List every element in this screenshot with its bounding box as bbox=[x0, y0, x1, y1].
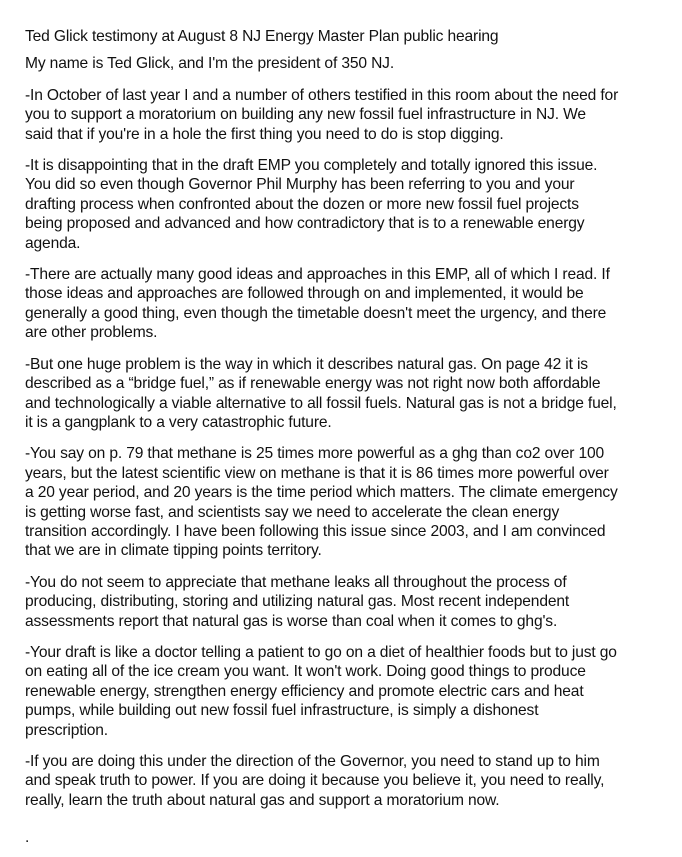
paragraph-line: -But one huge problem is the way in which it describes natural gas. On page 42 it is bbox=[25, 355, 588, 373]
paragraph-line: -If you are doing this under the direction of the Governor, you need to stand up to him bbox=[25, 753, 600, 770]
paragraph-line: is getting worse fast, and scientists say we need to accelerate the clean energy bbox=[25, 503, 560, 521]
paragraph-line: really, learn the truth about natural gas and support a moratorium now. bbox=[25, 791, 500, 809]
title-line: Ted Glick testimony at August 8 NJ Energy Master Plan public hearing bbox=[25, 28, 499, 45]
paragraph-line: drafting process when confronted about the dozen or more new fossil fuel projects bbox=[25, 195, 579, 213]
paragraph bbox=[25, 752, 672, 810]
paragraph bbox=[25, 444, 672, 560]
paragraph-line: assessments report that natural gas is worse than coal when it comes to ghg's. bbox=[25, 612, 558, 630]
paragraph-line: renewable energy, strengthen energy efficiency and promote electric cars and heat bbox=[25, 682, 584, 700]
paragraph-line: that we are in climate tipping points territory. bbox=[25, 542, 322, 560]
paragraphs bbox=[25, 54, 672, 810]
paragraph bbox=[25, 86, 672, 144]
paragraph-line: prescription. bbox=[25, 721, 108, 739]
paragraph bbox=[25, 156, 672, 253]
paragraph-line: -There are actually many good ideas and approaches in this EMP, all of which I read. If bbox=[25, 266, 610, 284]
paragraph-line: agenda. bbox=[25, 234, 81, 252]
paragraph bbox=[25, 54, 672, 73]
paragraph bbox=[25, 643, 672, 740]
paragraph-line: -Your draft is like a doctor telling a patient to go on a diet of healthier foods but to just go bbox=[25, 643, 617, 661]
document-title bbox=[25, 27, 672, 46]
paragraph-line: pumps, while building out new fossil fuel infrastructure, is simply a dishonest bbox=[25, 702, 539, 720]
paragraph-line: and technologically a viable alternative to all fossil fuels. Natural gas is not a bridge fuel, bbox=[25, 394, 617, 412]
paragraph bbox=[25, 573, 672, 631]
paragraph-line: generally a good thing, even though the timetable doesn't meet the urgency, and there bbox=[25, 304, 607, 322]
paragraph bbox=[25, 265, 672, 343]
paragraph-line: -In October of last year I and a number of others testified in this room about the need for bbox=[25, 86, 619, 104]
paragraph-line: -You say on p. 79 that methane is 25 times more powerful as a ghg than co2 over 100 bbox=[25, 445, 605, 463]
paragraph-line: My name is Ted Glick, and I'm the president of 350 NJ. bbox=[25, 55, 395, 73]
paragraph-line: -You do not seem to appreciate that methane leaks all throughout the process of bbox=[25, 573, 567, 591]
paragraph-line: are other problems. bbox=[25, 324, 158, 342]
paragraph-line: years, but the latest scientific view on methane is that it is 86 times more powerful over bbox=[25, 464, 609, 482]
testimony-document bbox=[25, 27, 672, 848]
paragraph-line: You did so even though Governor Phil Murphy has been referring to you and your bbox=[25, 176, 575, 194]
paragraph-line: being proposed and advanced and how contradictory that is to a renewable energy bbox=[25, 215, 585, 233]
paragraph-line: described as a “bridge fuel,” as if renewable energy was not right now both affordable bbox=[25, 375, 601, 393]
paragraph-line: producing, distributing, storing and utilizing natural gas. Most recent independent bbox=[25, 593, 570, 611]
trailing-period: . bbox=[25, 829, 30, 847]
paragraph-line: said that if you're in a hole the first thing you need to do is stop digging. bbox=[25, 125, 504, 143]
paragraph-line: those ideas and approaches are followed through on and implemented, it would be bbox=[25, 285, 584, 303]
paragraph-line: and speak truth to power. If you are doing it because you believe it, you need to really, bbox=[25, 772, 605, 790]
paragraph-line: a 20 year period, and 20 years is the time period which matters. The climate emergency bbox=[25, 484, 618, 502]
paragraph-line: -It is disappointing that in the draft EMP you completely and totally ignored this issue. bbox=[25, 157, 598, 175]
paragraph-line: on eating all of the ice cream you want. It won't work. Doing good things to produce bbox=[25, 663, 586, 681]
paragraph-line: transition accordingly. I have been following this issue since 2003, and I am convinced bbox=[25, 522, 606, 540]
paragraph bbox=[25, 355, 672, 433]
paragraph-line: you to support a moratorium on building any new fossil fuel infrastructure in NJ. We bbox=[25, 106, 586, 124]
paragraph-line: it is a gangplank to a very catastrophic future. bbox=[25, 413, 332, 431]
